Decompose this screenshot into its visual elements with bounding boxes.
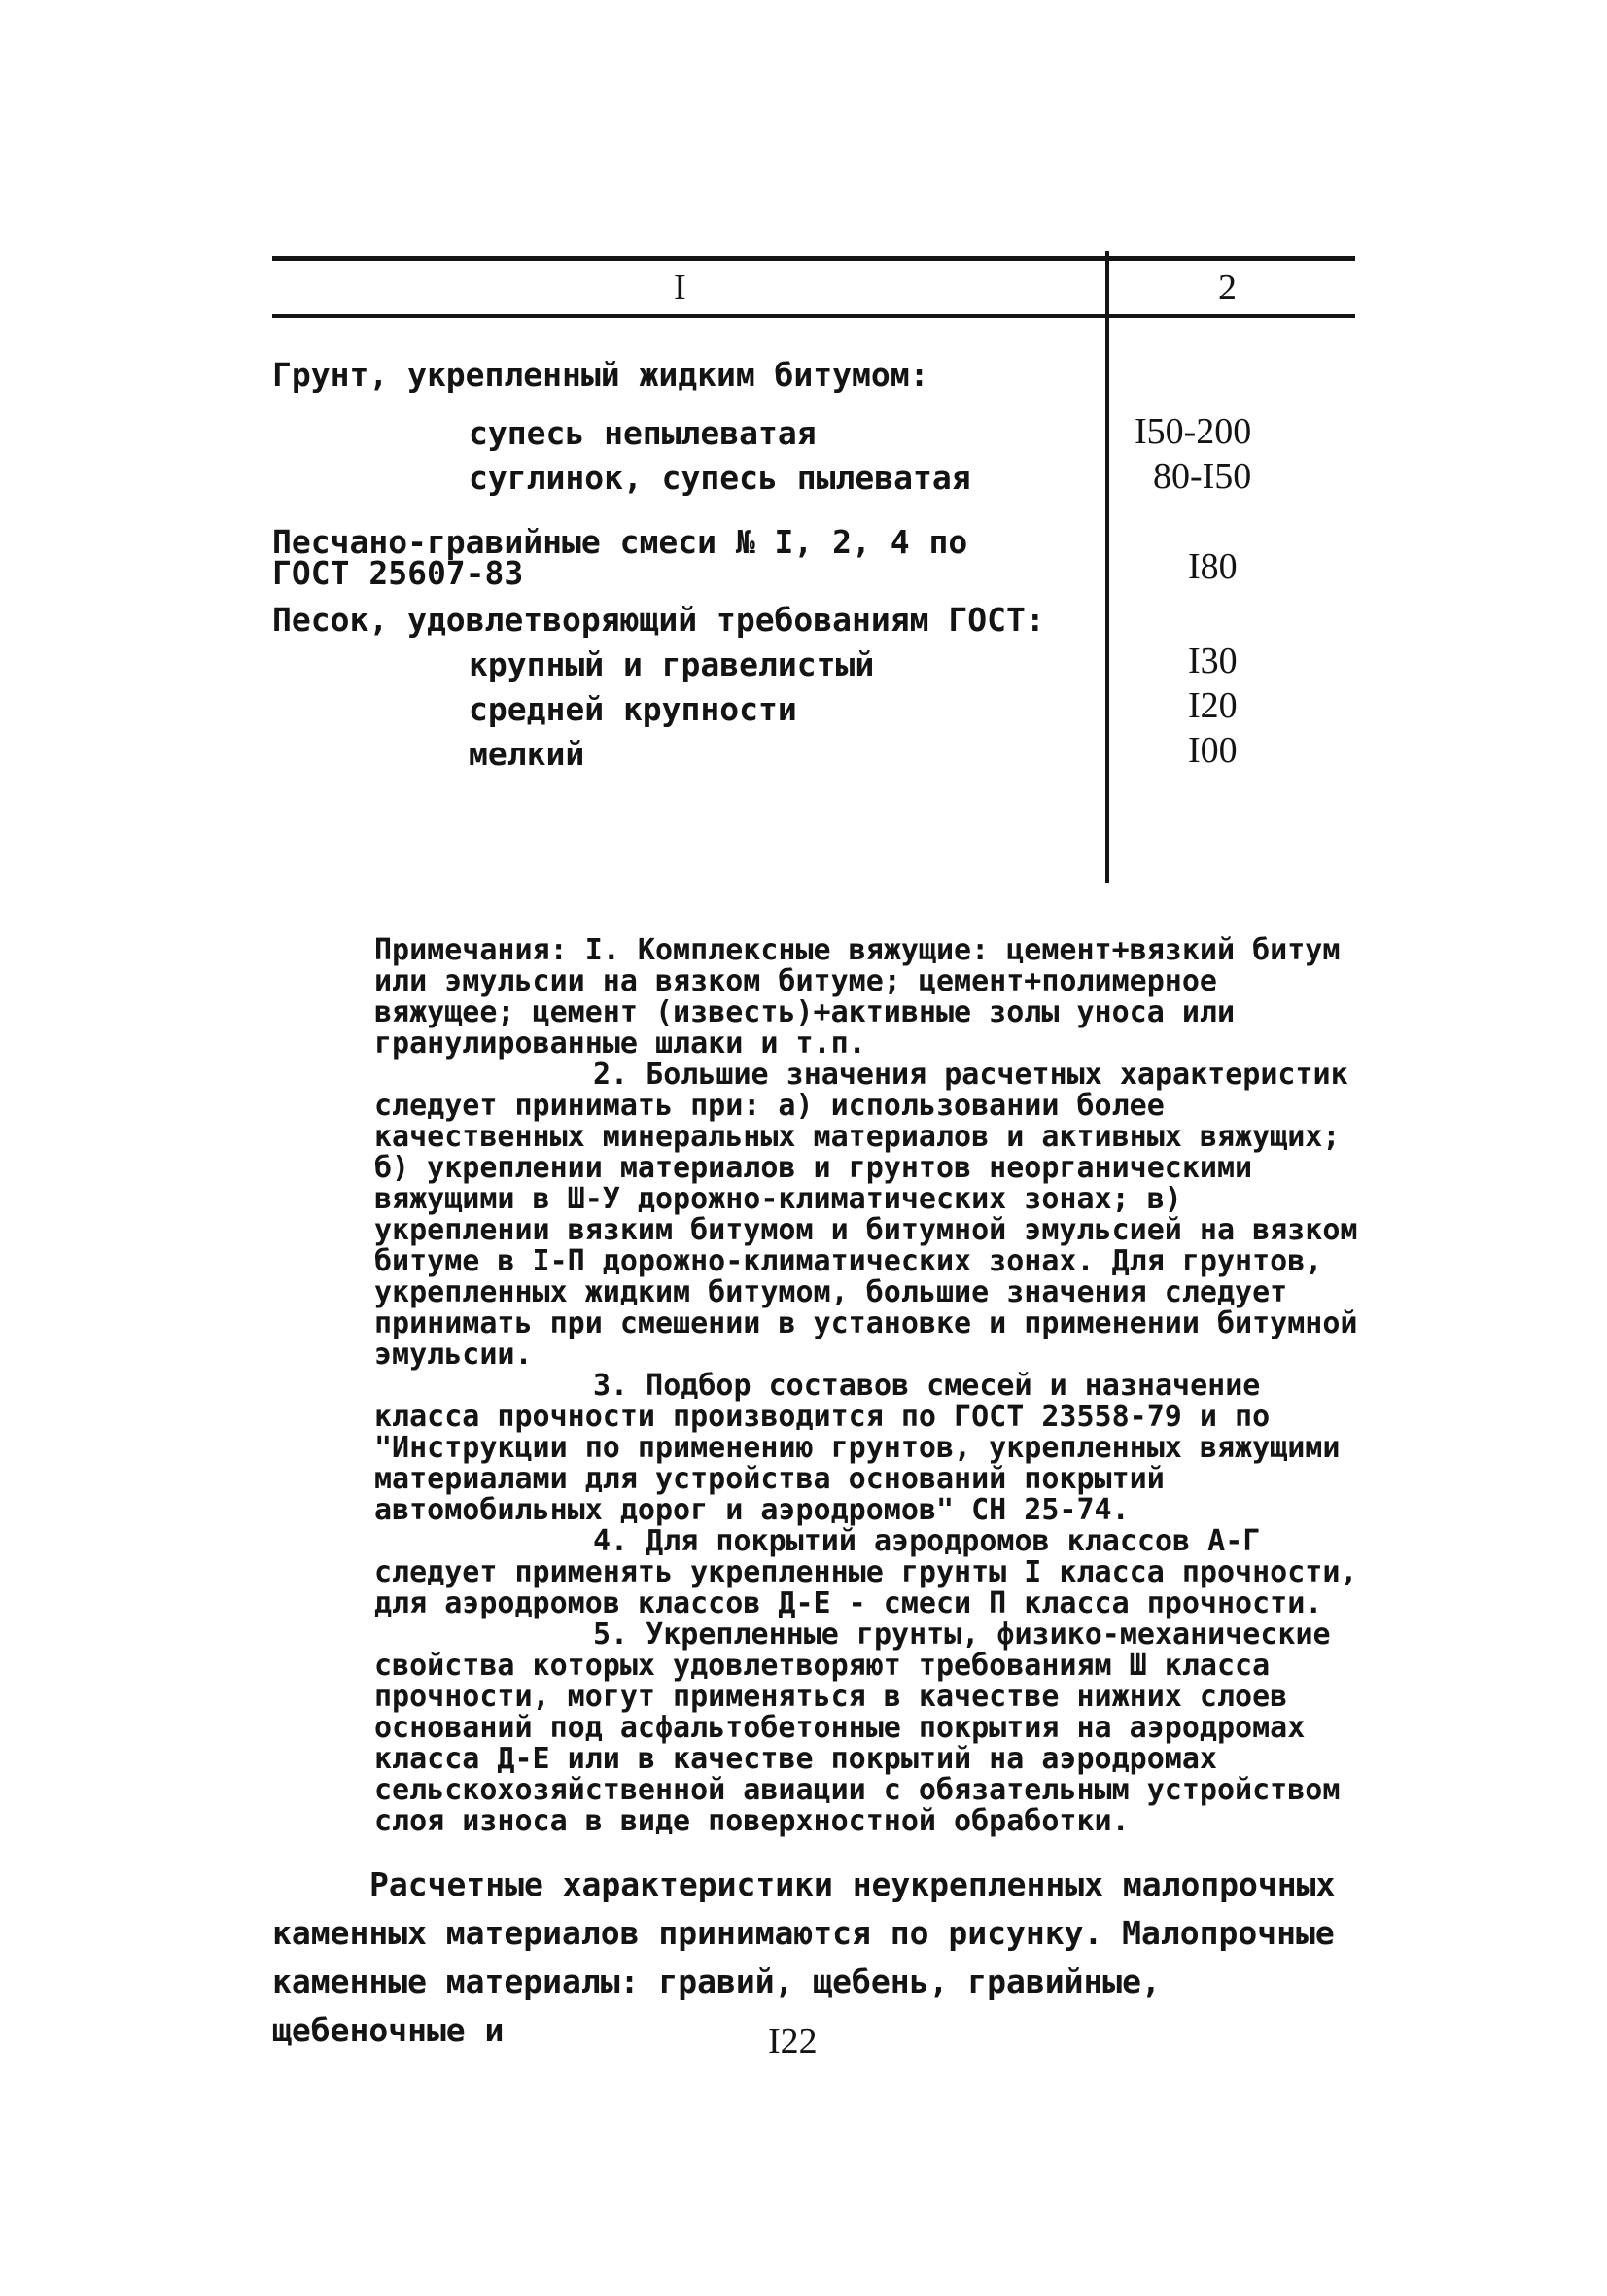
table-row-label: ГОСТ 25607-83: [272, 554, 524, 592]
table-header-rule: [272, 314, 1355, 318]
table-row-label: Грунт, укрепленный жидким битумом:: [272, 356, 929, 394]
table-row-label: Песок, удовлетворяющий требованиям ГОСТ:: [272, 601, 1045, 639]
table-row-value: I80: [1188, 546, 1238, 587]
table-column-divider: [1105, 251, 1109, 883]
table-row-label: мелкий: [469, 735, 585, 773]
notes-block: [374, 935, 1366, 1837]
table-row-value: I30: [1188, 641, 1238, 681]
table-row-value: I20: [1188, 685, 1238, 726]
note-5: 5. Укрепленные грунты, физико-механические свойства которых удовлетворяют требованиям Ш класса прочности, могут применяться в качестве нижних слоев оснований под асфальтобетонные покрытия на аэродромах класса Д-Е или в качестве покрытий на аэродромах сельскохозяйственной авиации с обязательным устройством слоя износа в виде поверхностной обработки.: [374, 1618, 1341, 1838]
paragraph-text: Расчетные характеристики неукрепленных малопрочных каменных материалов принимаются по рисунку. Малопрочные каменные материалы: гравий, щебень, гравийные, щебеночные и: [272, 1865, 1336, 2049]
table-row-label: суглинок, супесь пылеватая: [469, 459, 971, 497]
note-3: 3. Подбор составов смесей и назначение класса прочности производится по ГОСТ 23558-79 и по "Инструкции по применению грунтов, укрепленных вяжущими материалами для устройства оснований покрытий автомобильных дорог и аэродромов" СН 25-74.: [374, 1369, 1341, 1527]
table-row-label: крупный и гравелистый: [469, 645, 875, 683]
table-row-label: Песчано-гравийные смеси № I, 2, 4 по: [272, 523, 968, 561]
note-4: 4. Для покрытий аэродромов классов А-Г следует применять укрепленные грунты I класса прочности, для аэродромов классов Д-Е - смеси П класса прочности.: [374, 1524, 1358, 1620]
table-row-label: средней крупности: [469, 690, 797, 728]
table-top-rule: [272, 256, 1355, 261]
table-col1-header: I: [674, 267, 686, 308]
note-2: 2. Большие значения расчетных характеристик следует принимать при: а) использовании более качественных минеральных материалов и активных вяжущих; б) укреплении материалов и грунтов неорганическими вяжущими в Ш-У дорожно-климатических зонах; в) укреплении вязким битумом и битумной эмульсией на вязком битуме в I-П дорожно-климатических зонах. Для грунтов, укрепленных жидким битумом, большие значения следует принимать при смешении в установке и применении битумной эмульсии.: [374, 1058, 1358, 1372]
page-number: I22: [768, 2021, 818, 2062]
table-row-value: I50-200: [1135, 411, 1252, 452]
table-row-value: I00: [1188, 730, 1238, 771]
table-row-label: супесь непылеватая: [469, 414, 817, 452]
note-1: Примечания: I. Комплексные вяжущие: цемент+вязкий битум или эмульсии на вязком битуме; цемент+полимерное вяжущее; цемент (известь)+активные золы уноса или гранулированные шлаки и т.п.: [374, 933, 1341, 1061]
table-col2-header: 2: [1218, 267, 1237, 308]
table-row-value: 80-I50: [1153, 456, 1252, 497]
